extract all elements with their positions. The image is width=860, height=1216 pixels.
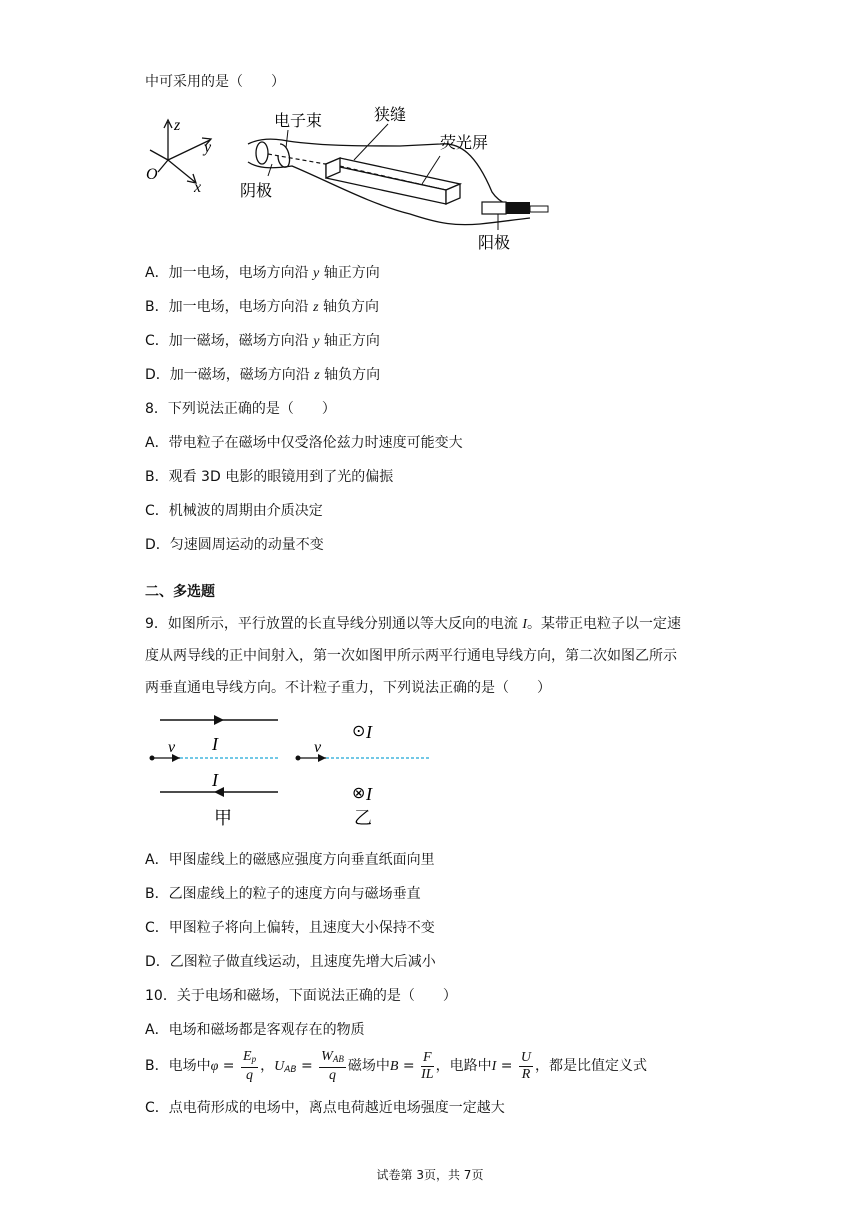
q7-option-c: C．加一磁场，磁场方向沿 y 轴正方向 xyxy=(145,333,380,349)
q7-option-b: B．加一电场，电场方向沿 z 轴负方向 xyxy=(145,299,379,315)
q7-option-a: A．加一电场，电场方向沿 y 轴正方向 xyxy=(145,265,380,281)
screen-label: 荧光屏 xyxy=(440,133,489,152)
q9-option-b: B．乙图虚线上的粒子的速度方向与磁场垂直 xyxy=(145,886,421,902)
coordinate-axes xyxy=(150,120,211,183)
q10-option-a: A．电场和磁场都是客观存在的物质 xyxy=(145,1022,365,1038)
q9-stem-line1: 9．如图所示，平行放置的长直导线分别通以等大反向的电流 I。某带正电粒子以一定速 xyxy=(145,616,682,632)
current-arrow-right-icon xyxy=(214,715,224,725)
anode-label: 阳极 xyxy=(478,233,511,252)
jia-v-label: v xyxy=(168,739,176,756)
fluorescent-screen xyxy=(326,158,460,204)
q7-option-d: D．加一磁场，磁场方向沿 z 轴负方向 xyxy=(145,367,381,383)
axis-y-label: y xyxy=(204,139,212,156)
label-jia: 甲 xyxy=(214,808,232,829)
q8-option-b: B．观看 3D 电影的眼镜用到了光的偏振 xyxy=(145,469,394,485)
current-out-of-page-icon: ⊙ xyxy=(352,721,366,740)
figure-jia xyxy=(150,715,281,829)
q9-stem-line3: 两垂直通电导线方向。不计粒子重力，下列说法正确的是（ ） xyxy=(145,680,551,696)
current-into-page-icon: ⊗ xyxy=(352,783,366,802)
q10-option-c: C．点电荷形成的电场中，离点电荷越近电场强度一定越大 xyxy=(145,1100,505,1116)
cathode-label: 阴极 xyxy=(240,181,273,200)
label-yi: 乙 xyxy=(354,808,372,829)
phi-symbol: φ xyxy=(210,1059,219,1074)
q9-stem-line2: 度从两导线的正中间射入，第一次如图甲所示两平行通电导线方向，第二次如图乙所示 xyxy=(145,648,677,664)
q8-option-d: D．匀速圆周运动的动量不变 xyxy=(145,537,324,553)
jia-bottom-I-label: I xyxy=(212,770,218,790)
yi-v-label: v xyxy=(314,739,322,756)
q10-stem: 10．关于电场和磁场，下面说法正确的是（ ） xyxy=(145,988,457,1004)
q9-option-a: A．甲图虚线上的磁感应强度方向垂直纸面向里 xyxy=(145,852,435,868)
yi-top-I-label: I xyxy=(366,722,372,742)
q9-option-d: D．乙图粒子做直线运动，且速度先增大后减小 xyxy=(145,954,436,970)
q8-stem: 8．下列说法正确的是（ ） xyxy=(145,401,336,417)
axis-x-label: x xyxy=(194,179,202,196)
q7-stem-tail: 中可采用的是（ ） xyxy=(145,74,285,90)
q8-option-c: C．机械波的周期由介质决定 xyxy=(145,503,323,519)
q8-option-a: A．带电粒子在磁场中仅受洛伦兹力时速度可能变大 xyxy=(145,435,463,451)
fraction-u-over-r: $\frac{U}{R}$ xyxy=(520,1049,532,1082)
yi-bottom-I-label: I xyxy=(366,784,372,804)
q9-option-c: C．甲图粒子将向上偏转，且速度大小保持不变 xyxy=(145,920,435,936)
origin-label: O xyxy=(146,166,158,183)
axis-z-label: z xyxy=(174,117,181,134)
q9-wires-figure xyxy=(140,712,440,832)
q7-electron-tube-figure xyxy=(140,100,570,258)
anode-connector xyxy=(482,202,548,230)
section-title-multiple-choice: 二、多选题 xyxy=(145,584,215,600)
slit-label: 狭缝 xyxy=(374,105,407,124)
page-footer: 试卷第 3页，共 7页 xyxy=(376,1168,484,1182)
fraction-wab-over-q: $\frac{W_{AB}}{q}$ xyxy=(321,1048,344,1083)
q10-option-b: B．电场中φ = $\frac{E_p}{q}$ ，$U_{AB}$ = $\frac{W_{AB}}{q}$ 磁场中B = $\frac{F}{IL}$ ，电路中I = $\frac{U}{R}$ ，都是比值定义式 xyxy=(145,1048,648,1083)
figure-yi xyxy=(296,721,431,829)
fraction-ep-over-q: $\frac{E_p}{q}$ xyxy=(243,1048,257,1083)
electron-beam-label: 电子束 xyxy=(274,111,323,130)
jia-top-I-label: I xyxy=(212,734,218,754)
fraction-f-over-il: $\frac{F}{IL}$ xyxy=(421,1049,434,1082)
